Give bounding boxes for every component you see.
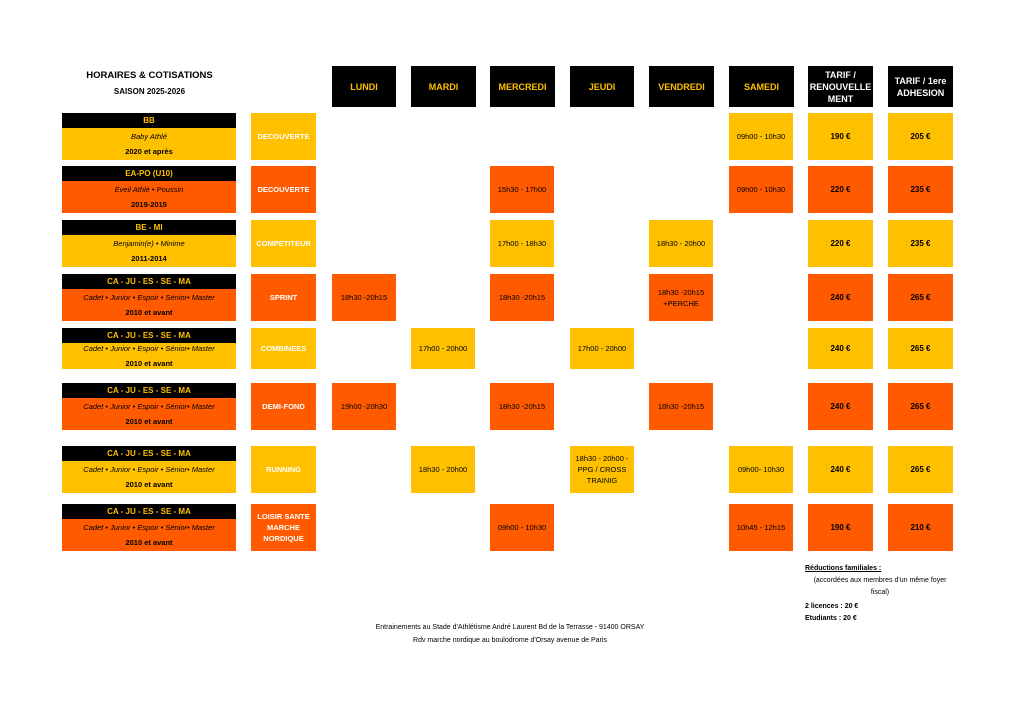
category-description: Cadet • Junior • Espoir • Sénior• Master [83,465,215,474]
time-slot: 18h30 -20h15 [332,274,396,321]
reductions-subtitle: (accordées aux membres d'un même foyer fiscal) [813,577,947,596]
day-header-tuesday: MARDI [411,66,476,107]
category-block [62,446,236,493]
day-header-thursday: JEUDI [570,66,634,107]
price-first-membership: 235 € [888,220,953,267]
time-slot: 15h30 - 17h00 [490,166,554,213]
price-renewal: 220 € [808,220,873,267]
category-block [62,220,236,267]
tarif-first-header: TARIF / 1ere ADHESION [888,66,953,107]
category-code: CA - JU - ES - SE - MA [62,328,236,343]
page-title-block [62,70,237,96]
category-description: Cadet • Junior • Espoir • Sénior• Master [83,293,215,302]
price-renewal: 240 € [808,446,873,493]
season-label: SAISON 2025-2026 [113,87,186,96]
category-block [62,504,236,551]
time-slot: 10h45 - 12h15 [729,504,793,551]
time-slot: 17h00 - 20h00 [411,328,475,369]
time-slot: 09h00- 10h30 [729,446,793,493]
price-renewal: 240 € [808,328,873,369]
category-birth-years: 2019-2015 [131,200,167,209]
price-first-membership: 265 € [888,446,953,493]
category-details [62,235,236,267]
footer-nordic-walk-meeting: Rdv marche nordique au boulodrome d'Orsay avenue de Paris [413,637,607,644]
discipline-cell: COMPETITEUR [251,220,316,267]
day-header-saturday: SAMEDI [729,66,794,107]
price-first-membership: 265 € [888,328,953,369]
category-birth-years: 2010 et avant [125,538,173,547]
time-slot: 18h30 - 20h00 [411,446,475,493]
category-block [62,328,236,369]
time-slot: 19h00 -20h30 [332,383,396,430]
category-block [62,113,236,160]
page-title: HORAIRES & COTISATIONS [86,70,213,81]
discipline-cell: DECOUVERTE [251,113,316,160]
category-code: BB [62,113,236,128]
time-slot: 18h30 - 20h00 - PPG / CROSS TRAINIG [570,446,634,493]
price-first-membership: 205 € [888,113,953,160]
category-birth-years: 2011-2014 [131,254,167,263]
time-slot: 18h30 -20h15 [490,274,554,321]
reduction-two-licences: 2 licences : 20 € [805,603,859,610]
category-description: Baby Athlé [131,132,167,141]
price-renewal: 190 € [808,113,873,160]
discipline-cell: COMBINEES [251,328,316,369]
reductions-title: Réductions familiales : [805,565,882,572]
category-details [62,519,236,551]
category-birth-years: 2010 et avant [125,480,173,489]
footer-notes [300,621,720,647]
category-code: CA - JU - ES - SE - MA [62,274,236,289]
discipline-cell: LOISIR SANTE MARCHE NORDIQUE [251,504,316,551]
category-code: BE - MI [62,220,236,235]
category-birth-years: 2010 et avant [125,359,173,368]
tarif-renewal-header: TARIF / RENOUVELLE MENT [808,66,873,107]
day-header-friday: VENDREDI [649,66,714,107]
time-slot: 18h30 -20h15 +PERCHE [649,274,713,321]
time-slot: 09h00 - 10h30 [729,113,793,160]
category-birth-years: 2010 et avant [125,417,173,426]
day-header-monday: LUNDI [332,66,396,107]
category-description: Cadet • Junior • Espoir • Sénior• Master [83,523,215,532]
footer-stadium-address: Entrainements au Stade d'Athlétisme André Laurent Bd de la Terrasse - 91400 ORSAY [375,624,645,631]
discipline-cell: DECOUVERTE [251,166,316,213]
category-details [62,181,236,213]
price-first-membership: 235 € [888,166,953,213]
category-description: Cadet • Junior • Espoir • Sénior• Master [83,402,215,411]
category-description: Cadet • Junior • Espoir • Sénior• Master [83,344,215,353]
category-code: CA - JU - ES - SE - MA [62,383,236,398]
discipline-cell: SPRINT [251,274,316,321]
category-description: Eveil Athlé • Poussin [114,185,184,194]
category-block [62,274,236,321]
price-renewal: 240 € [808,383,873,430]
category-code: EA-PO (U10) [62,166,236,181]
category-details [62,343,236,369]
price-renewal: 220 € [808,166,873,213]
category-details [62,289,236,321]
time-slot: 18h30 -20h15 [649,383,713,430]
category-code: CA - JU - ES - SE - MA [62,446,236,461]
category-details [62,128,236,160]
price-first-membership: 265 € [888,274,953,321]
discipline-cell: DEMI-FOND [251,383,316,430]
category-birth-years: 2010 et avant [125,308,173,317]
category-details [62,461,236,493]
category-birth-years: 2020 et après [125,147,173,156]
price-first-membership: 265 € [888,383,953,430]
time-slot: 18h30 -20h15 [490,383,554,430]
time-slot: 09h00 - 10h30 [490,504,554,551]
reduction-students: Etudiants : 20 € [805,615,857,622]
discipline-cell: RUNNING [251,446,316,493]
category-code: CA - JU - ES - SE - MA [62,504,236,519]
day-header-wednesday: MERCREDI [490,66,555,107]
time-slot: 17h00 - 20h00 [570,328,634,369]
category-block [62,383,236,430]
family-reductions [805,563,955,625]
time-slot: 17h00 - 18h30 [490,220,554,267]
time-slot: 18h30 - 20h00 [649,220,713,267]
price-renewal: 240 € [808,274,873,321]
category-block [62,166,236,213]
price-first-membership: 210 € [888,504,953,551]
price-renewal: 190 € [808,504,873,551]
category-details [62,398,236,430]
category-description: Benjamin(e) • Minime [113,239,185,248]
time-slot: 09h00 - 10h30 [729,166,793,213]
